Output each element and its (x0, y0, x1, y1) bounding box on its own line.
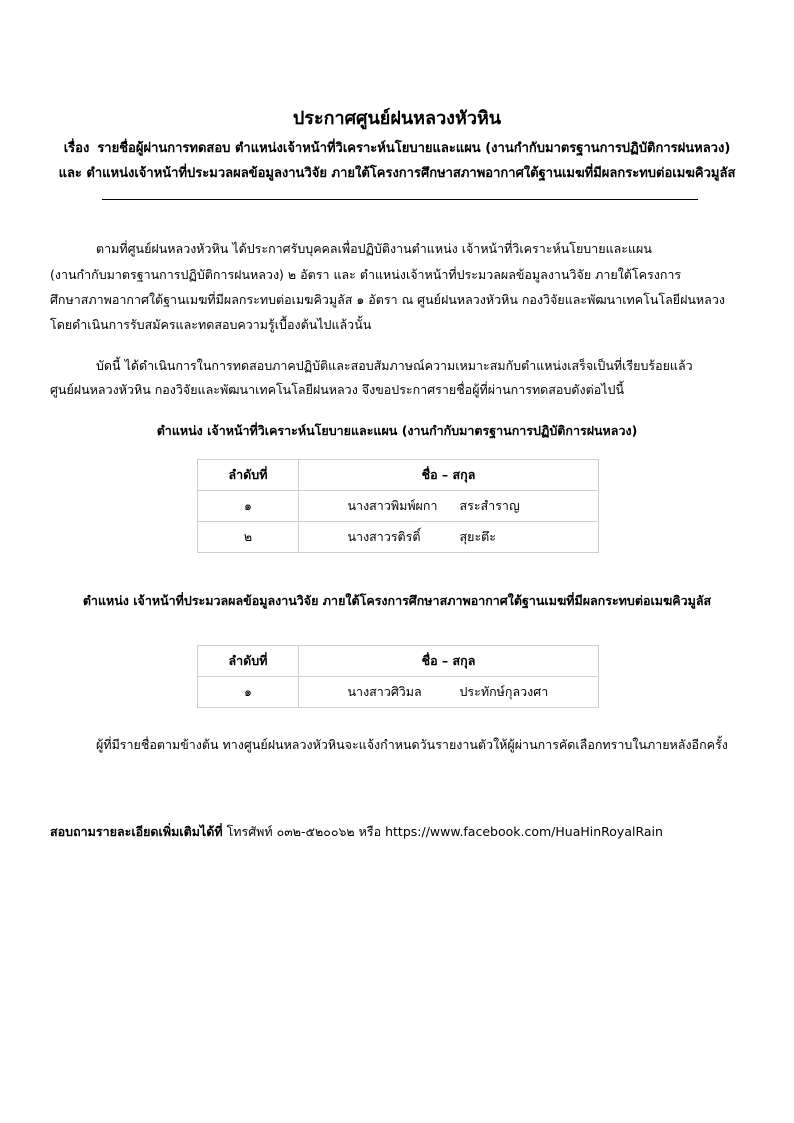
contact-label: สอบถามรายละเอียดเพิ่มเติมได้ที่ (50, 824, 223, 839)
row-fullname (299, 522, 599, 553)
subject-line-2: และ ตำแหน่งเจ้าหน้าที่ประมวลผลข้อมูลงานวิจัย ภายใต้โครงการศึกษาสภาพอากาศใต้ฐานเมฆที่มีผลกระทบต่อเมฆคิวมูลัส (58, 166, 736, 181)
paragraph2-line-1: บัดนี้ ได้ดำเนินการในการทดสอบภาคปฏิบัติและสอบสัมภาษณ์ความเหมาะสมกับตำแหน่งเสร็จเป็นที่เรียบร้อยแล้ว (96, 358, 693, 373)
position2-table (197, 645, 599, 708)
position2-heading: ตำแหน่ง เจ้าหน้าที่ประมวลผลข้อมูลงานวิจัย ภายใต้โครงการศึกษาสภาพอากาศใต้ฐานเมฆที่มีผลกระทบต่อเมฆคิวมูลัส (82, 593, 712, 608)
paragraph1-line-2: (งานกำกับมาตรฐานการปฏิบัติการฝนหลวง) ๒ อัตรา และ ตำแหน่งเจ้าหน้าที่ประมวลผลข้อมูลงานวิจัย ภายใต้โครงการ (50, 267, 682, 282)
paragraph1-line-3: ศึกษาสภาพอากาศใต้ฐานเมฆที่มีผลกระทบต่อเมฆคิวมูลัส ๑ อัตรา ณ ศูนย์ฝนหลวงหัวหิน กองวิจัยและพัฒนาเทคโนโลยีฝนหลวง (50, 292, 725, 307)
table-row (198, 677, 599, 708)
contact-phone: โทรศัพท์ ๐๓๒-๕๒๐๐๖๒ หรือ (226, 824, 382, 839)
header-divider (102, 199, 698, 200)
subject-label: เรื่อง (63, 141, 90, 156)
table-row (198, 522, 599, 553)
table-header-row (198, 460, 599, 491)
table-row (198, 491, 599, 522)
position1-table (197, 459, 599, 553)
row-name: นางสาวพิมพ์ผกา (347, 498, 438, 513)
row-fullname (299, 491, 599, 522)
closing-text: ผู้ที่มีรายชื่อตามข้างต้น ทางศูนย์ฝนหลวงหัวหินจะแจ้งกำหนดวันรายงานตัวให้ผู้ผ่านการคัดเลือกทราบในภายหลังอีกครั้ง (96, 737, 728, 752)
paragraph1-line-1: ตามที่ศูนย์ฝนหลวงหัวหิน ได้ประกาศรับบุคคลเพื่อปฏิบัติงานตำแหน่ง เจ้าหน้าที่วิเคราะห์นโยบายและแผน (96, 241, 652, 256)
row-name: นางสาวรติรติ์ (347, 529, 421, 544)
contact-line (50, 822, 663, 842)
column-header-no: ลำดับที่ (198, 646, 299, 677)
table-header-row (198, 646, 599, 677)
column-header-no: ลำดับที่ (198, 460, 299, 491)
row-surname: ประทักษ์กุลวงศา (459, 684, 549, 699)
row-number: ๑ (198, 677, 299, 708)
paragraph1-line-4: โดยดำเนินการรับสมัครและทดสอบความรู้เบื้องต้นไปแล้วนั้น (50, 317, 372, 332)
row-name: นางสาวศิวิมล (347, 684, 422, 699)
facebook-link[interactable]: https://www.facebook.com/HuaHinRoyalRain (385, 824, 663, 839)
subject-line-1 (0, 139, 794, 159)
position1-heading: ตำแหน่ง เจ้าหน้าที่วิเคราะห์นโยบายและแผน (งานกำกับมาตรฐานการปฏิบัติการฝนหลวง) (156, 423, 638, 438)
row-number: ๑ (198, 491, 299, 522)
column-header-name: ชื่อ – สกุล (299, 646, 599, 677)
row-fullname (299, 677, 599, 708)
row-number: ๒ (198, 522, 299, 553)
row-surname: สุยะตึะ (459, 529, 496, 544)
page-title: ประกาศศูนย์ฝนหลวงหัวหิน (292, 108, 502, 129)
subject-text-1: รายชื่อผู้ผ่านการทดสอบ ตำแหน่งเจ้าหน้าที่วิเคราะห์นโยบายและแผน (งานกำกับมาตรฐานการปฏิบัติการฝนหลวง) (97, 141, 731, 156)
paragraph2-line-2: ศูนย์ฝนหลวงหัวหิน กองวิจัยและพัฒนาเทคโนโลยีฝนหลวง จึงขอประกาศรายชื่อผู้ที่ผ่านการทดสอบดังต่อไปนี้ (50, 382, 624, 397)
row-surname: สระสำราญ (459, 498, 520, 513)
column-header-name: ชื่อ – สกุล (299, 460, 599, 491)
